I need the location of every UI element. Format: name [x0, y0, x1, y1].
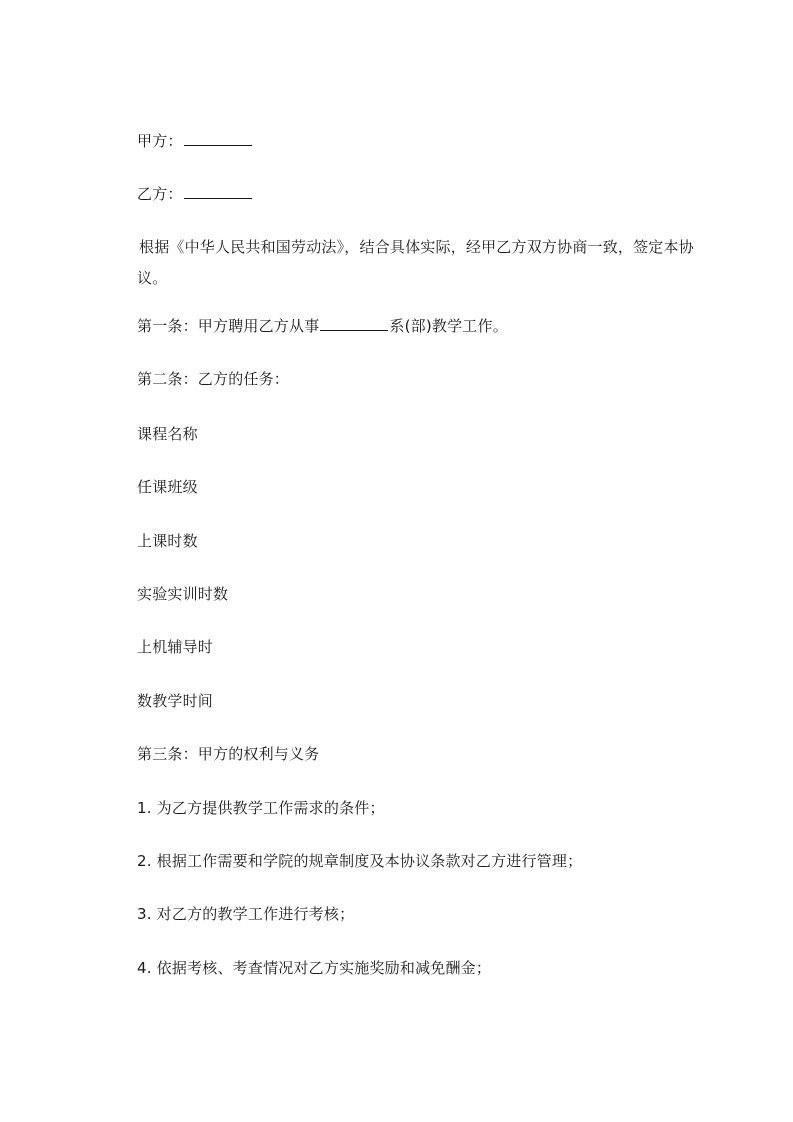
article-3-item-2: 2. 根据工作需要和学院的规章制度及本协议条款对乙方进行管理；: [137, 852, 583, 870]
party-b-line: [137, 184, 253, 204]
task-item-computer-tutoring: 上机辅导时: [137, 638, 214, 656]
intro-paragraph: [137, 232, 697, 294]
article-3-item-4: 4. 依据考核、考查情况对乙方实施奖励和减免酬金；: [137, 959, 492, 977]
party-b-blank: [184, 184, 252, 199]
article-3-item-3: 3. 对乙方的教学工作进行考核；: [137, 905, 355, 923]
article-1: [137, 316, 508, 336]
task-item-course-name: 课程名称: [137, 425, 198, 443]
task-item-class-hours: 上课时数: [137, 532, 198, 550]
party-a-blank: [184, 131, 252, 146]
party-a-line: [137, 131, 253, 151]
party-b-label: 乙方：: [137, 185, 183, 203]
task-item-classes: 任课班级: [137, 478, 198, 496]
task-item-teaching-time: 数教学时间: [137, 692, 214, 710]
article-3-item-1: 1. 为乙方提供教学工作需求的条件；: [137, 799, 385, 817]
article-1-prefix: 第一条：甲方聘用乙方从事: [137, 317, 320, 335]
article-2-title: 第二条：乙方的任务：: [137, 370, 290, 388]
task-item-lab-hours: 实验实训时数: [137, 585, 229, 603]
intro-paragraph-text: 根据《中华人民共和国劳动法》，结合具体实际，经甲乙方双方协商一致，签定本协议。: [137, 238, 694, 287]
party-a-label: 甲方：: [137, 132, 183, 150]
article-3-title: 第三条：甲方的权利与义务: [137, 745, 320, 763]
article-1-blank: [320, 316, 388, 331]
article-1-suffix: 系(部)教学工作。: [389, 317, 508, 335]
